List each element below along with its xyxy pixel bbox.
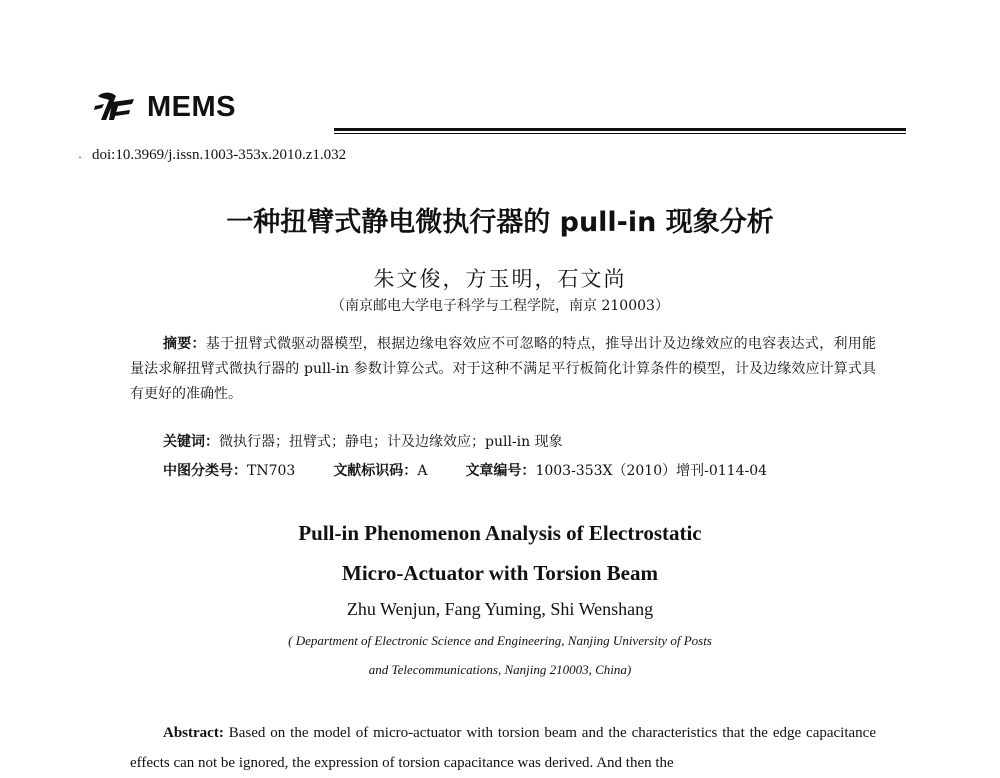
clc-label: 中图分类号：	[163, 463, 247, 479]
journal-logo-icon	[92, 90, 138, 124]
header-rule	[334, 128, 906, 131]
abstract-text-en: Based on the model of micro-actuator with torsion beam and the characteristics that the edge capacitance effects can not be ignored, the expression of torsion capacitance was derived. And then the	[130, 725, 876, 771]
abstract-label-zh: 摘要：	[163, 336, 206, 352]
abstract-label-en: Abstract:	[163, 725, 224, 741]
doi-link[interactable]: doi:10.3969/j.issn.1003-353x.2010.z1.032	[92, 147, 347, 163]
bullet-mark: ·	[78, 150, 82, 164]
keywords-text-zh: 微执行器；扭臂式；静电；计及边缘效应；pull-in 现象	[219, 434, 563, 450]
keywords-label-zh: 关键词：	[163, 434, 219, 450]
authors-zh: 朱文俊，方玉明，石文尚	[373, 267, 627, 291]
header-rule-thin	[334, 133, 906, 134]
clc-value: TN703	[247, 463, 296, 479]
abstract-text-zh: 基于扭臂式微驱动器模型，根据边缘电容效应不可忽略的特点，推导出计及边缘效应的电容表达式，利用能量法求解扭臂式微执行器的 pull-in 参数计算公式。对于这种不满足平行板简化计算条件的模型，计及边缘效应计算式具有更好的准确性。	[130, 336, 876, 402]
article-no-label: 文章编号：	[465, 463, 536, 479]
affiliation-en-line2: and Telecommunications, Nanjing 210003, China)	[368, 662, 632, 677]
keywords-zh	[163, 431, 563, 451]
article-no-value: 1003-353X（2010）增刊-0114-04	[535, 463, 768, 479]
paper-title-zh: 一种扭臂式静电微执行器的 pull-in 现象分析	[226, 207, 774, 238]
affiliation-zh: （南京邮电大学电子科学与工程学院，南京 210003）	[331, 298, 669, 314]
doc-code-label: 文献标识码：	[333, 463, 418, 479]
abstract-zh	[130, 332, 876, 407]
affiliation-en-line1: ( Department of Electronic Science and Engineering, Nanjing University of Posts	[288, 633, 712, 648]
authors-en: Zhu Wenjun, Fang Yuming, Shi Wenshang	[346, 599, 654, 619]
journal-name: MEMS	[147, 91, 236, 123]
paper-title-en-line2: Micro-Actuator with Torsion Beam	[342, 561, 658, 585]
classification-line	[163, 460, 767, 480]
doc-code-value: A	[417, 463, 428, 479]
paper-title-en-line1: Pull-in Phenomenon Analysis of Electrostatic	[298, 521, 702, 545]
abstract-en	[130, 718, 876, 778]
